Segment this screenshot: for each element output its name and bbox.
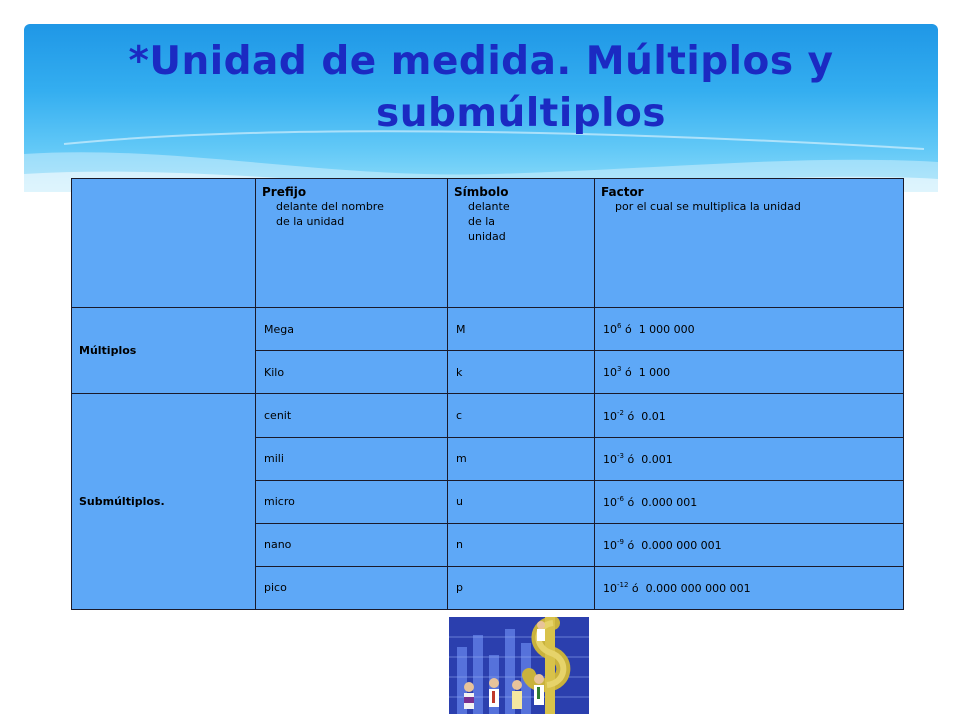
group-label-submultiplos: Submúltiplos. <box>72 394 256 610</box>
group-label-multiplos: Múltiplos <box>72 308 256 394</box>
header-subtitle: unidad <box>468 230 506 243</box>
prefix-cell: nano <box>256 523 448 566</box>
prefix-cell: Kilo <box>256 351 448 394</box>
factor-value: ó 0.01 <box>623 409 666 423</box>
factor-exponent: -2 <box>617 408 624 417</box>
business-money-clipart-icon <box>449 617 589 714</box>
table-header-row <box>72 179 904 308</box>
symbol-cell: p <box>448 566 595 609</box>
header-subtitle: por el cual se multiplica la unidad <box>615 200 801 213</box>
table-row <box>72 308 904 351</box>
symbol-cell: m <box>448 437 595 480</box>
factor-exponent: -6 <box>617 494 624 503</box>
factor-exponent: 6 <box>617 322 622 331</box>
factor-base: 10 <box>603 409 617 423</box>
factor-base: 10 <box>603 495 617 509</box>
factor-base: 10 <box>603 538 617 552</box>
table-row <box>72 394 904 437</box>
factor-exponent: -9 <box>617 537 624 546</box>
factor-base: 10 <box>603 366 617 380</box>
header-factor <box>595 179 904 308</box>
header-subtitle: delante del nombre <box>276 200 384 213</box>
symbol-cell: n <box>448 523 595 566</box>
factor-base: 10 <box>603 323 617 337</box>
slide-title <box>24 36 938 140</box>
prefix-cell: micro <box>256 480 448 523</box>
factor-exponent: 3 <box>617 365 622 374</box>
header-prefijo <box>256 179 448 308</box>
factor-base: 10 <box>603 581 617 595</box>
prefix-cell: pico <box>256 566 448 609</box>
factor-value: ó 1 000 000 <box>621 323 695 337</box>
factor-exponent: -3 <box>617 451 624 460</box>
header-title: Símbolo <box>454 185 509 199</box>
factor-value: ó 0.000 001 <box>623 495 698 509</box>
factor-cell <box>595 394 904 437</box>
prefix-table <box>71 178 904 610</box>
symbol-cell: u <box>448 480 595 523</box>
header-simbolo <box>448 179 595 308</box>
prefix-cell: cenit <box>256 394 448 437</box>
factor-value: ó 0.000 000 001 <box>623 538 722 552</box>
header-title: Factor <box>601 185 644 199</box>
header-title: Prefijo <box>262 185 307 199</box>
header-subtitle: de la <box>468 215 496 228</box>
symbol-cell: c <box>448 394 595 437</box>
factor-cell <box>595 351 904 394</box>
factor-value: ó 0.000 000 000 001 <box>628 581 751 595</box>
slide-title-line1: *Unidad de medida. Múltiplos y <box>128 39 834 84</box>
header-subtitle: de la unidad <box>276 215 345 228</box>
symbol-cell: M <box>448 308 595 351</box>
prefix-cell: mili <box>256 437 448 480</box>
factor-cell <box>595 480 904 523</box>
factor-cell <box>595 566 904 609</box>
symbol-cell: k <box>448 351 595 394</box>
factor-cell <box>595 437 904 480</box>
factor-cell <box>595 523 904 566</box>
factor-value: ó 1 000 <box>621 366 671 380</box>
header-empty-cell <box>72 179 256 308</box>
factor-value: ó 0.001 <box>623 452 673 466</box>
factor-base: 10 <box>603 452 617 466</box>
header-subtitle: delante <box>468 200 510 213</box>
factor-cell <box>595 308 904 351</box>
factor-exponent: -12 <box>617 580 629 589</box>
prefix-cell: Mega <box>256 308 448 351</box>
slide-title-line2: submúltiplos <box>376 91 666 136</box>
